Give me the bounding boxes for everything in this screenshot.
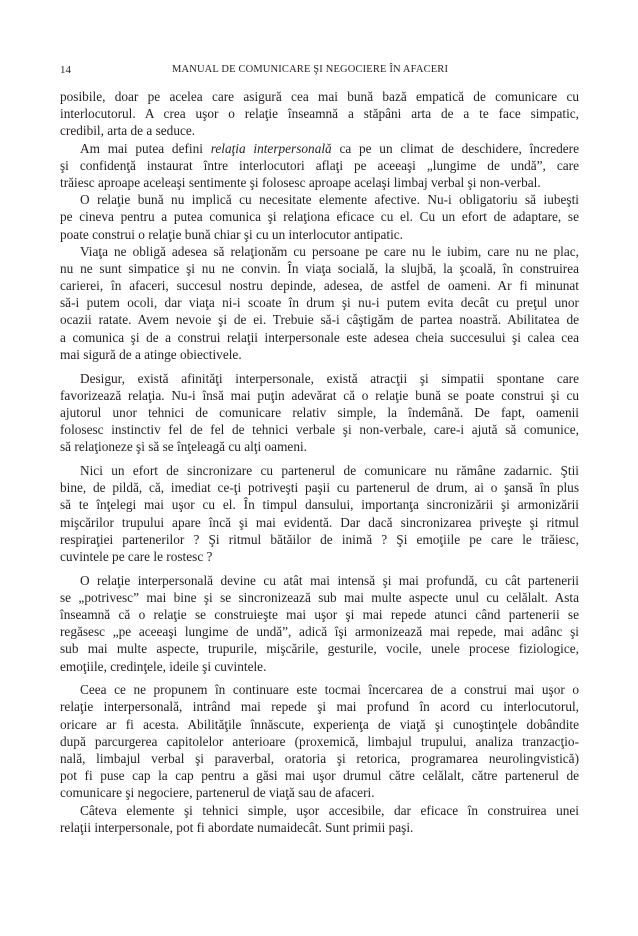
text-line: favorizează relaţia. Nu-i însă mai puţin adevărat că o relaţie bună se poate construi şi cu bbox=[60, 387, 579, 403]
text-line: trăiesc aproape aceleaşi sentimente şi folosesc aproape acelaşi limbaj verbal şi non-verbal. bbox=[60, 174, 541, 190]
text-segment: ca pe un climat de deschidere, încredere bbox=[331, 140, 579, 156]
text-line: O relaţie interpersonală devine cu atât mai intensă şi mai profundă, cu cât partenerii bbox=[80, 572, 579, 588]
text-line: ajutorul unor tehnici de comunicare relativ simple, la îndemână. De fapt, oamenii bbox=[60, 404, 579, 420]
text-line: Viaţa ne obligă adesea să relaţionăm cu persoane pe care nu le iubim, care nu ne plac, bbox=[80, 243, 579, 259]
paragraph bbox=[60, 681, 579, 801]
text-line: nală, limbajul verbal şi paraverbal, oratoria şi retorica, programarea neurolingvistică) bbox=[60, 750, 579, 766]
text-line: Câteva elemente şi tehnici simple, uşor accesibile, dar eficace în construirea unei bbox=[80, 802, 579, 818]
text-line: să relaţioneze şi să se înţeleagă cu alţi oameni. bbox=[60, 439, 307, 455]
text-line: după parcurgerea capitolelor anterioare (proxemică, limbajul trupului, analiza tranzacţio- bbox=[60, 733, 579, 749]
text-segment: Am mai putea defini bbox=[80, 140, 211, 156]
text-line: relaţie interpersonală, intrând mai repede şi mai profund în acord cu interlocutorul, bbox=[60, 699, 579, 715]
page-number: 14 bbox=[60, 64, 71, 76]
text-line: nu ne sunt simpatice şi nu ne convin. În viaţa socială, la slujbă, la şcoală, în construirea bbox=[60, 260, 579, 276]
text-line bbox=[60, 140, 579, 157]
text-line: poate construi o relaţie bună chiar şi cu un interlocutor antipatic. bbox=[60, 226, 404, 242]
running-head: MANUAL DE COMUNICARE ŞI NEGOCIERE ÎN AFACERI bbox=[172, 64, 449, 75]
text-line: folosesc instinctiv fel de fel de tehnici verbale şi non-verbale, care-i ajută să comunice, bbox=[60, 422, 579, 438]
text-line: cuvintele pe care le rostesc ? bbox=[60, 548, 213, 564]
text-line: Nici un efort de sincronizare cu partenerul de comunicare nu rămâne zadarnic. Ştii bbox=[80, 462, 579, 478]
body-text bbox=[60, 88, 579, 836]
text-line: să te înţelegi mai uşor cu el. În timpul dansului, importanţa sincronizării şi armonizării bbox=[60, 497, 579, 513]
paragraph bbox=[60, 370, 579, 456]
paragraph bbox=[60, 140, 579, 192]
text-line: mai sigură de a atinge obiectivele. bbox=[60, 346, 242, 362]
text-line: Ceea ce ne propunem în continuare este tocmai încercarea de a construi mai uşor o bbox=[80, 682, 579, 698]
text-line: şi confidenţă instaurat între interlocutori aflaţi pe aceeaşi „lungime de undă”, care bbox=[60, 157, 579, 173]
text-line: bine, de pildă, că, imediat ce-ţi potriveşti paşii cu partenerul de drum, ai o şansă în plus bbox=[60, 480, 579, 496]
text-line: mişcărilor trupului apare încă şi mai evidentă. Dar dacă sincronizarea priveşte şi ritmul bbox=[60, 514, 579, 530]
text-line: oricare ar fi acesta. Abilităţile înnăscute, experienţa de viaţă şi cunoştinţele dobândite bbox=[60, 716, 579, 732]
paragraph bbox=[60, 243, 579, 363]
text-line: pot fi puse cap la cap pentru a găsi mai uşor drumul către celălalt, către partenerul de bbox=[60, 768, 579, 784]
text-line: emoţiile, credinţele, ideile şi cuvintele. bbox=[60, 658, 267, 674]
text-line: a comunica şi de a construi relaţii interpersonale este adesea cheia succesului şi calea cea bbox=[60, 329, 579, 345]
text-line: credibil, arta de a seduce. bbox=[60, 123, 196, 139]
page-header bbox=[60, 62, 579, 78]
text-line: O relaţie bună nu implică cu necesitate elemente afective. Nu-i obligatoriu să iubeşti bbox=[80, 192, 579, 208]
text-line: se „potrivesc” mai bine şi se sincronizează sub mai multe aspecte unul cu celălalt. Asta bbox=[60, 589, 579, 605]
paragraph bbox=[60, 802, 579, 836]
text-line: relaţii interpersonale, pot fi abordate numaidecât. Sunt primii paşi. bbox=[60, 819, 414, 835]
text-line: pe cineva pentru a putea comunica şi relaţiona eficace cu el. Cu un efort de adaptare, se bbox=[60, 209, 579, 225]
text-line: să-i putem ocoli, dar viaţa ni-i scoate în drum şi nu-i putem evita decât cu preţul unor bbox=[60, 295, 579, 311]
text-line: regăsesc „pe aceeaşi lungime de undă”, adică îşi armonizează mai repede, mai adânc şi bbox=[60, 624, 579, 640]
text-line: posibile, doar pe acelea care asigură cea mai bună bază empatică de comunicare cu bbox=[60, 89, 579, 104]
text-line: ocazii ratate. Avem nevoie şi de ei. Trebuie să-i câştigăm de partea noastră. Abilitatea de bbox=[60, 312, 579, 328]
paragraph bbox=[60, 191, 579, 243]
text-line: comunicare şi negociere, partenerul de viaţă sau de afaceri. bbox=[60, 785, 375, 801]
paragraph bbox=[60, 88, 579, 140]
paragraph bbox=[60, 462, 579, 565]
text-line: interlocutorul. A crea uşor o relaţie înseamnă a stăpâni arta de a te face simpatic, bbox=[60, 106, 579, 122]
text-line: respiraţiei partenerilor ? Şi ritmul bătăilor de inimă ? Şi emoţiile pe care le trăiesc, bbox=[60, 531, 579, 547]
text-line: sub mai multe aspecte, trupurile, mişcările, gesturile, vocile, unele procese fiziologice, bbox=[60, 641, 579, 657]
paragraph bbox=[60, 572, 579, 675]
text-line: înseamnă că o relaţie se construieşte mai uşor şi mai repede atunci când partenerii se bbox=[60, 606, 579, 622]
italic-term: relaţia interpersonală bbox=[210, 140, 332, 156]
text-line: carierei, în afaceri, succesul nostru depinde, adesea, de astfel de oameni. Ar fi minunat bbox=[60, 278, 579, 294]
text-line: Desigur, există afinităţi interpersonale, există atracţii şi simpatii spontane care bbox=[80, 370, 579, 386]
